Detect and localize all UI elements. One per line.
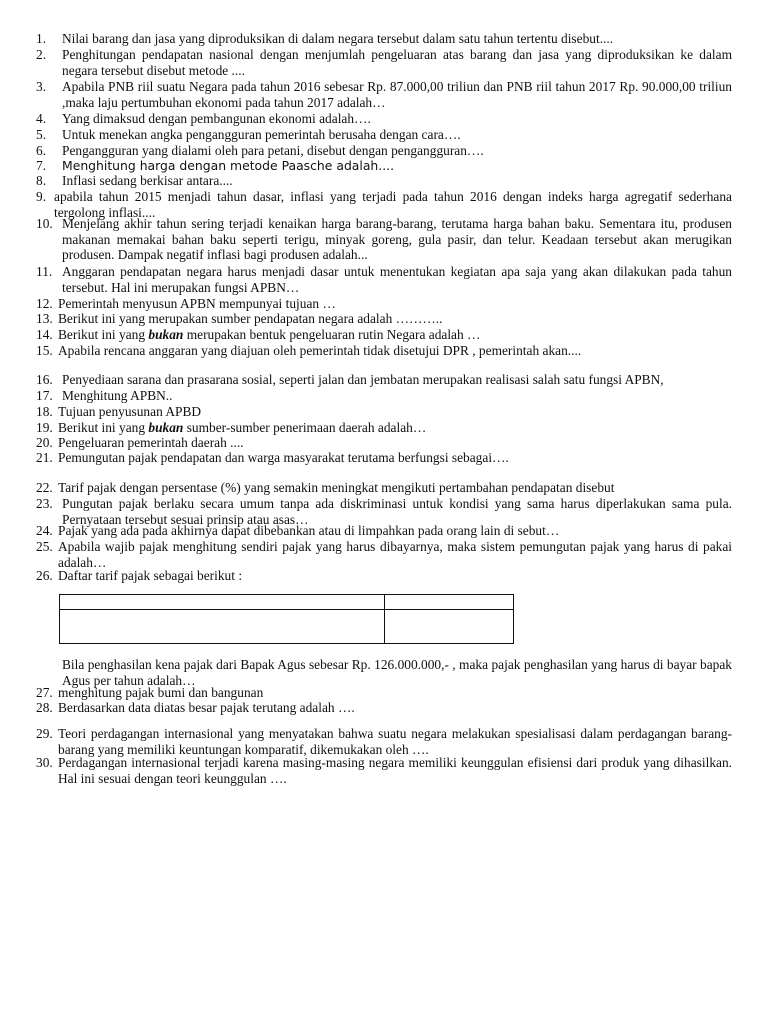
question-number: 20. (36, 435, 53, 450)
question-text: Pemerintah menyusun APBN mempunyai tujuan … (58, 296, 336, 311)
question-25 (36, 539, 732, 570)
question-number: 12. (36, 296, 53, 311)
question-17 (36, 388, 732, 404)
tax-rate-table (59, 594, 514, 644)
question-text: Menghitung APBN.. (62, 388, 173, 403)
question-19 (36, 420, 732, 436)
question-14 (36, 327, 732, 343)
question-text: Yang dimaksud dengan pembangunan ekonomi adalah…. (62, 111, 371, 126)
question-22 (36, 480, 732, 496)
question-text: Untuk menekan angka pengangguran pemerintah berusaha dengan cara…. (62, 127, 461, 142)
question-text: Perdagangan internasional terjadi karena masing-masing negara memiliki keunggulan efisiensi dari produk yang dihasilkan. Hal ini sesuai dengan teori keunggulan …. (58, 755, 732, 786)
question-text: menghitung pajak bumi dan bangunan (58, 685, 264, 700)
question-number: 16. (36, 372, 53, 387)
question-number: 21. (36, 450, 53, 465)
table-row-divider (60, 609, 513, 610)
question-27 (36, 685, 732, 701)
question-number: 17. (36, 388, 53, 403)
question-number: 5. (36, 127, 47, 142)
question-number: 1. (36, 31, 47, 46)
emphasis-bukan: bukan (148, 327, 184, 342)
question-text: Pengeluaran pemerintah daerah .... (58, 435, 244, 450)
question-number: 29. (36, 726, 53, 741)
question-8 (36, 173, 732, 189)
question-text: Penghitungan pendapatan nasional dengan menjumlah pengeluaran atas barang dan jasa yang diproduksikan ke dalam negara tersebut disebut metode .... (62, 47, 732, 78)
question-text: Pajak yang ada pada akhirnya dapat dibebankan atau di limpahkan pada orang lain di sebut… (58, 523, 560, 538)
question-number: 14. (36, 327, 53, 342)
question-text: Pemungutan pajak pendapatan dan warga masyarakat terutama berfungsi sebagai…. (58, 450, 509, 465)
question-text: Menjelang akhir tahun sering terjadi kenaikan harga barang-barang, terutama harga bahan baku. Sementara itu, produsen makanan memakai bahan baku seperti terigu, minyak goreng, gula pasir, dan telur. Keadaan tersebut akan merugikan produsen. Dampak negatif inflasi bagi produsen adalah... (62, 216, 732, 262)
question-26 (36, 568, 732, 584)
question-18 (36, 404, 732, 420)
question-30 (36, 755, 732, 786)
question-29 (36, 726, 732, 757)
question-3 (36, 79, 732, 110)
question-6 (36, 143, 732, 159)
question-13 (36, 311, 732, 327)
question-number: 3. (36, 79, 47, 94)
question-text: Penyediaan sarana dan prasarana sosial, seperti jalan dan jembatan merupakan realisasi salah satu fungsi APBN, (62, 372, 664, 387)
question-28 (36, 700, 732, 716)
question-text: Menghitung harga dengan metode Paasche adalah.... (62, 158, 395, 173)
question-2 (36, 47, 732, 78)
question-11 (36, 264, 732, 295)
question-number: 10. (36, 216, 53, 231)
question-10 (36, 216, 732, 263)
question-number: 9. (36, 189, 47, 204)
question-text-pre: Berikut ini yang (58, 327, 149, 342)
question-text: Pungutan pajak berlaku secara umum tanpa ada diskriminasi untuk kondisi yang sama harus diperlakukan sama pula. Pernyataan tersebut sesuai prinsip atau asas… (62, 496, 732, 527)
question-number: 30. (36, 755, 53, 770)
question-text-post: merupakan bentuk pengeluaran rutin Negara adalah … (183, 327, 481, 342)
question-text: Apabila rencana anggaran yang diajuan oleh pemerintah tidak disetujui DPR , pemerintah akan.... (58, 343, 582, 358)
emphasis-bukan: bukan (148, 420, 184, 435)
question-number: 7. (36, 158, 47, 173)
question-text: Teori perdagangan internasional yang menyatakan bahwa suatu negara melakukan spesialisasi dalam perdagangan barang-barang yang memiliki keuntungan komparatif, dikemukakan oleh …. (58, 726, 732, 757)
question-number: 2. (36, 47, 47, 62)
question-number: 25. (36, 539, 53, 554)
question-number: 23. (36, 496, 53, 511)
question-26-paragraph: Bila penghasilan kena pajak dari Bapak Agus sebesar Rp. 126.000.000,- , maka pajak penghasilan yang harus di bayar bapak Agus per tahun adalah… (62, 657, 732, 688)
question-number: 27. (36, 685, 53, 700)
question-text: Pengangguran yang dialami oleh para petani, disebut dengan pengangguran…. (62, 143, 484, 158)
question-text: Berikut ini yang merupakan sumber pendapatan negara adalah ……….. (58, 311, 443, 326)
question-text: Tarif pajak dengan persentase (%) yang semakin meningkat mengikuti pertambahan pendapatan disebut (58, 480, 615, 495)
question-text-pre: Berikut ini yang (58, 420, 149, 435)
question-number: 19. (36, 420, 53, 435)
question-20 (36, 435, 732, 451)
question-text: Inflasi sedang berkisar antara.... (62, 173, 233, 188)
question-number: 6. (36, 143, 47, 158)
table-column-divider (384, 595, 385, 643)
question-text: Berdasarkan data diatas besar pajak terutang adalah …. (58, 700, 355, 715)
question-text: Tujuan penyusunan APBD (58, 404, 202, 419)
question-number: 22. (36, 480, 53, 495)
question-number: 24. (36, 523, 53, 538)
question-24 (36, 523, 732, 539)
question-number: 8. (36, 173, 47, 188)
question-number: 11. (36, 264, 53, 279)
question-12 (36, 296, 732, 312)
question-text-post: sumber-sumber penerimaan daerah adalah… (183, 420, 427, 435)
question-number: 18. (36, 404, 53, 419)
question-16 (36, 372, 732, 388)
question-text: apabila tahun 2015 menjadi tahun dasar, inflasi yang terjadi pada tahun 2016 dengan indeks harga agregatif sederhana tergolong inflasi.... (54, 189, 732, 220)
question-text: Apabila PNB riil suatu Negara pada tahun 2016 sebesar Rp. 87.000,00 triliun dan PNB riil tahun 2017 Rp. 90.000,00 triliun ,maka laju pertumbuhan ekonomi pada tahun 2017 adalah… (62, 79, 732, 110)
question-7 (36, 158, 732, 174)
question-text: Daftar tarif pajak sebagai berikut : (58, 568, 243, 583)
question-text: Nilai barang dan jasa yang diproduksikan di dalam negara tersebut dalam satu tahun tertentu disebut.... (62, 31, 614, 46)
question-1 (36, 31, 732, 47)
question-number: 28. (36, 700, 53, 715)
question-5 (36, 127, 732, 143)
question-text: Apabila wajib pajak menghitung sendiri pajak yang harus dibayarnya, maka sistem pemungutan pajak yang harus di pakai adalah… (58, 539, 732, 570)
question-15 (36, 343, 732, 359)
question-21 (36, 450, 732, 466)
question-number: 15. (36, 343, 53, 358)
question-number: 26. (36, 568, 53, 583)
question-4 (36, 111, 732, 127)
question-text (58, 327, 732, 343)
question-number: 13. (36, 311, 53, 326)
question-number: 4. (36, 111, 47, 126)
question-text (58, 420, 732, 436)
question-text: Anggaran pendapatan negara harus menjadi dasar untuk menentukan kegiatan apa saja yang akan dilakukan pada tahun tersebut. Hal ini merupakan fungsi APBN… (62, 264, 732, 295)
